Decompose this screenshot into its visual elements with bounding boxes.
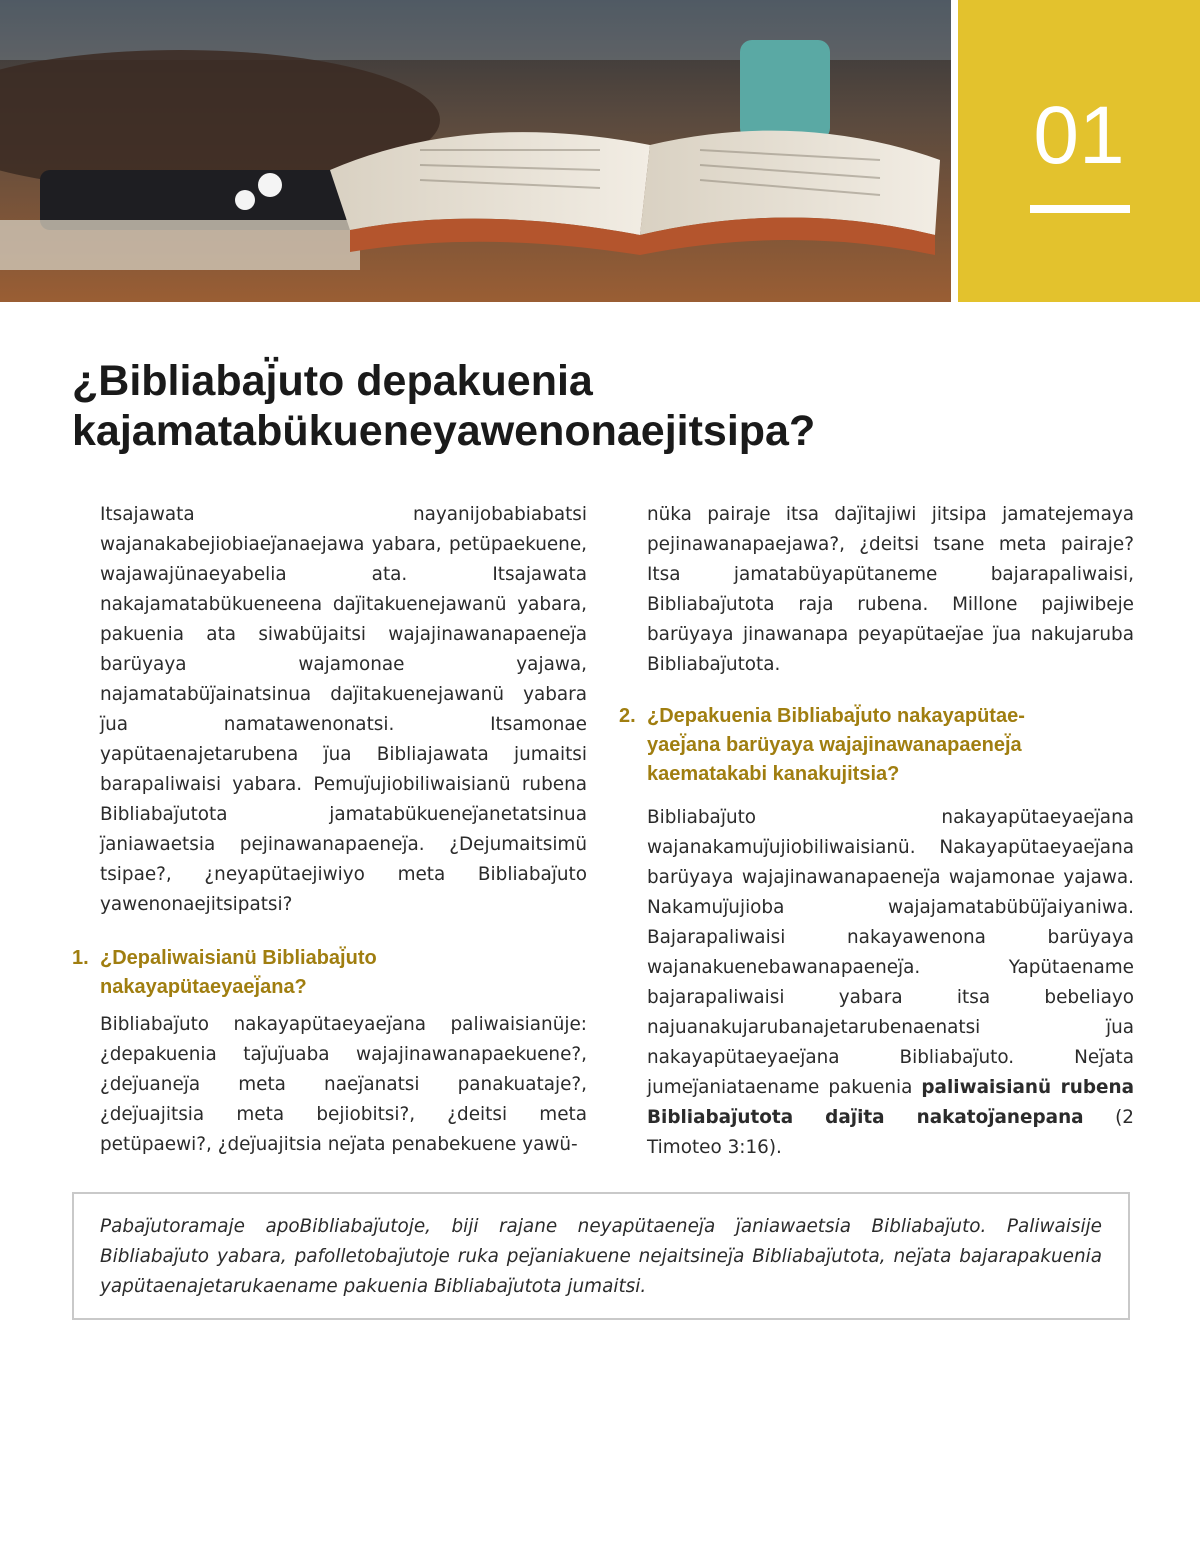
question-2-number: 2.	[619, 705, 636, 727]
page-title	[72, 356, 1132, 456]
question-1-line-1: ¿Depaliwaisianü Bibliabaj̈uto	[100, 947, 377, 969]
question-2-answer-bold: paliwaisianü rubena Bibliabaj̈utota daj̈ita nakatoj̈anepana	[647, 1077, 1134, 1128]
question-2-answer-text: Bibliabaj̈uto nakayapütaeyaej̈ana wajanakamuj̈ujiobiliwaisianü. Nakayapütaeyaej̈ana barüyaya wajajinawanapaenej̈a wajamonae yajawa. Nakamuj̈ujioba wajajamatabübüj̈aiyaniwa. Bajarapaliwaisi nakayawenona barüyaya wajanakuenebawanapaenej̈a. Yapütaename bajarapaliwaisi yabara itsa bebeliayo najuanakujarubanajetarubenaenatsi j̈ua nakayapütaeyaej̈ana Bibliabaj̈uto. Nej̈ata jumej̈aniataename pakuenia	[647, 807, 1134, 1098]
question-2-line-2: yaej̈ana barüyaya wajajinawanapaenej̈a	[647, 734, 1022, 756]
left-column	[72, 500, 587, 1016]
question-1-answer-continued: nüka pairaje itsa daj̈itajiwi jitsipa jamatejemaya pejinawanapaejawa?, ¿deitsi tsane meta pairaje? Itsa jamatabüyapütaneme bajarapaliwaisi, Bibliabaj̈utota raja rubena. Millone pajiwibeje barüyaya jinawanapa peyapütaej̈ae j̈ua nakujaruba Bibliabaj̈utota.	[647, 504, 1134, 675]
note-text: Pabaj̈utoramaje apoBibliabaj̈utoje, biji rajane neyapütaenej̈a j̈aniawaetsia Bibliabaj̈uto. Paliwaisije Bibliabaj̈uto yabara, pafolletobaj̈utoje ruka pej̈aniakuene nejaitsinej̈a Bibliabaj̈utota, nej̈ata bajarapakuenia yapütaenajetarukaename pakuenia Bibliabaj̈utota jumaitsi.	[100, 1216, 1102, 1297]
question-1-heading	[72, 944, 587, 1002]
lesson-number-box	[958, 0, 1200, 302]
question-1-answer: Bibliabaj̈uto nakayapütaeyaej̈ana paliwaisianüje: ¿depakuenia taj̈uj̈uaba wajajinawanapaekuene?, ¿dej̈uanej̈a meta naej̈anatsi panakuataje?, ¿dej̈uajitsia meta bejiobitsi?, ¿deitsi meta petüpaewi?, ¿dej̈uajitsia nej̈ata penabekuene yawü-	[100, 1014, 587, 1155]
page-title-line-2: kajamatabükueneyawenonaejitsipa?	[72, 407, 816, 455]
question-1-line-2: nakayapütaeyaej̈ana?	[100, 976, 307, 998]
question-2-heading	[619, 702, 1134, 789]
lesson-number-underline	[1030, 205, 1130, 213]
right-column	[619, 500, 1134, 1163]
question-1-number: 1.	[72, 947, 89, 969]
hero-photo	[0, 0, 951, 302]
question-2-line-1: ¿Depakuenia Bibliabaj̈uto nakayapütae-	[647, 705, 1025, 727]
intro-paragraph: Itsajawata nayanijobabiabatsi wajanakabejiobiaej̈anaejawa yabara, petüpaekuene, wajawajünaeyabelia ata. Itsajawata nakajamatabükueneena daj̈itakuenejawanü yabara, pakuenia ata siwabüjaitsi wajajinawanapaenej̈a barüyaya wajamonae yajawa, najamatabüj̈ainatsinua daj̈itakuenejawanü yabara j̈ua namatawenonatsi. Itsamonae yapütaenajetarubena j̈ua Bibliajawata jumaitsi barapaliwaisi yabara. Pemuj̈ujiobiliwaisianü rubena Bibliabaj̈utota jamatabükuenej̈anetatsinua j̈aniawaetsia pejinawanapaenej̈a. ¿Dejumaitsimü tsipae?, ¿neyapütaejiwiyo meta Bibliabaj̈uto yawenonaejitsipatsi?	[100, 504, 587, 915]
note-box	[72, 1192, 1130, 1320]
question-2-answer	[647, 803, 1134, 1163]
question-2-answer-tail: (2 Timoteo 3:16).	[647, 1107, 1134, 1158]
question-1-answer-container	[100, 1010, 587, 1160]
question-2-line-3: kaematakabi kanakujitsia?	[647, 763, 900, 785]
page-title-line-1: ¿Bibliabaj̈uto depakuenia	[72, 357, 593, 405]
open-bible-photo	[0, 0, 951, 302]
lesson-number: 01	[1033, 90, 1125, 181]
